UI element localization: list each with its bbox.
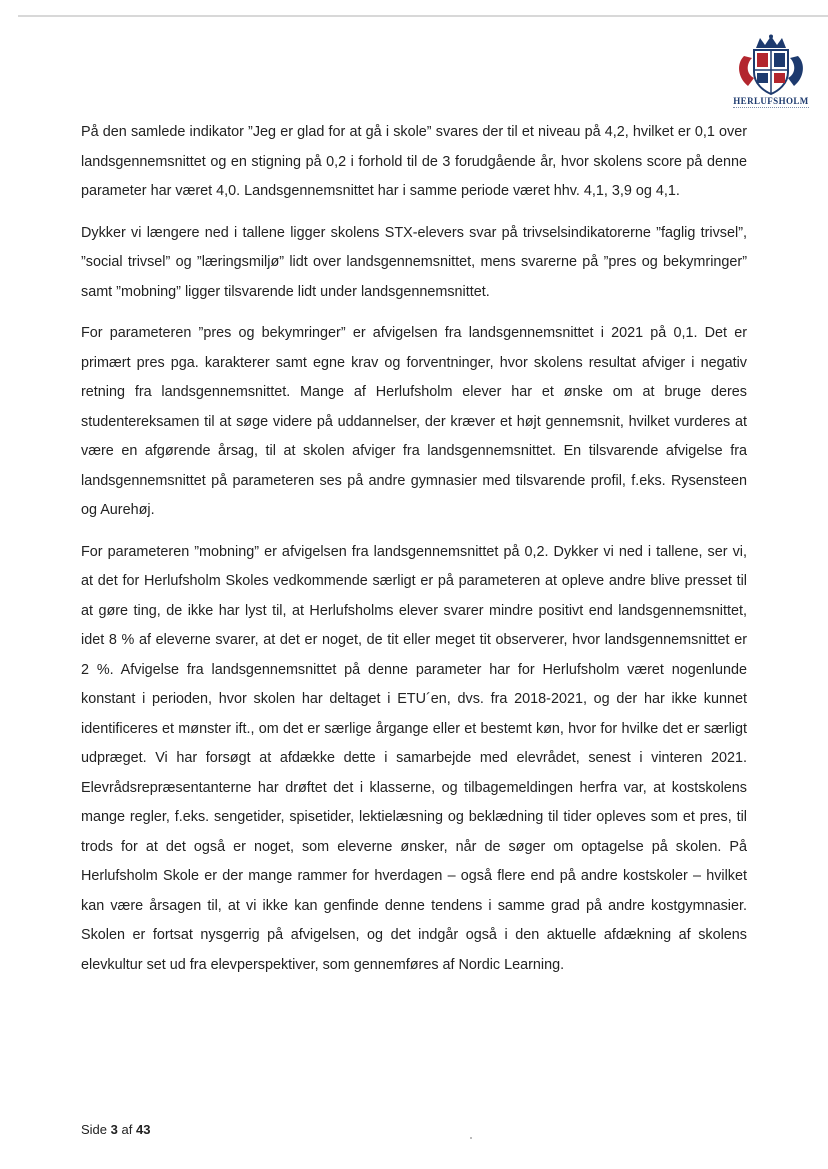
logo-tagline-rule [733,107,809,111]
footer-page-word: Side [81,1122,108,1137]
document-body [81,118,747,992]
top-rule [18,15,828,17]
paragraph-2: Dykker vi længere ned i tallene ligger skolens STX-elevers svar på trivselsindikatorerne ”faglig trivsel”, ”social trivsel” og ”læringsmiljø” lidt over landsgennemsnittet, mens svarerne på ”pres og bekymringer” samt ”mobning” ligger tilsvarende lidt under landsgennemsnittet. [81,224,747,300]
footer-page-total: 43 [135,1122,151,1137]
paragraph-3: For parameteren ”pres og bekymringer” er afvigelsen fra landsgennemsnittet i 2021 på 0,1. Det er primært pres pga. karakterer samt egne krav og forventninger, hvor skolens resultat afviger i negativ retning fra landsgennemsnittet. Mange af Herlufsholm elever har et ønske om at bruge deres studentereksamen til at søge videre på uddannelser, der kræver et højt gennemsnit, hvilket vurderes at være en afgørende årsag, til at skolen afviger fra landsgennemsnittet. En tilsvarende afvigelse fra landsgennemsnittet på parameteren ses på andre gymnasier med tilsvarende profil, f.eks. Rysensteen og Aurehøj. [81,325,747,518]
paragraph-1: På den samlede indikator ”Jeg er glad for at gå i skole” svares der til et niveau på 4,2, hvilket er 0,1 over landsgennemsnittet og en stigning på 0,2 i forhold til de 3 forudgående år, hvor skolens score på denne parameter har været 4,0. Landsgennemsnittet har i samme periode været hhv. 4,1, 3,9 og 4,1. [81,124,747,199]
paragraph-4: For parameteren ”mobning” er afvigelsen fra landsgennemsnittet på 0,2. Dykker vi ned i tallene, ser vi, at det for Herlufsholm Skoles vedkommende særligt er på parameteren at opleve andre blive presset til at gøre ting, de ikke har lyst til, at Herlufsholms elever svarer mindre positivt end landsgennemsnittet, idet 8 % af eleverne svarer, at det er noget, de tit eller meget tit observerer, hvor landsgennemsnittet er 2 %. Afvigelse fra landsgennemsnittet på denne parameter har for Herlufsholm været nogenlunde konstant i perioden, hvor skolen har deltaget i ETU´en, dvs. fra 2018-2021, og der har ikke kunnet identificeres et mønster ift., om det er særlige årgange eller et bestemt køn, hvor for hvilke det er særligt udpræget. Vi har forsøgt at afdække dette i samarbejde med elevrådet, senest i vinteren 2021. Elevrådsrepræsentanterne har drøftet det i klasserne, og tilbagemeldingen herfra var, at kostskolens mange regler, f.eks. sengetider, spisetider, lektielæsning og beklædning til tider opleves som et pres, til trods for at det også er noget, som eleverne ønsker, når de søger om optagelse på skolen. På Herlufsholm Skole er der mange rammer for hverdagen – også flere end på andre kostskoler – hvilket kan være årsagen til, at vi ikke kan genfinde denne tendens i samme grad på andre kostgymnasier. Skolen er fortsat nysgerrig på afvigelsen, og det indgår også i den aktuelle afdækning af skolens elevkultur set ud fra elevperspektiver, som gennemføres af Nordic Learning. [81,543,747,973]
logo-name: HERLUFSHOLM [733,96,809,106]
footer-of-word: af [121,1122,133,1137]
footer-page-number: 3 [110,1122,118,1137]
page-footer [81,1122,150,1137]
scan-speck [470,1137,472,1139]
